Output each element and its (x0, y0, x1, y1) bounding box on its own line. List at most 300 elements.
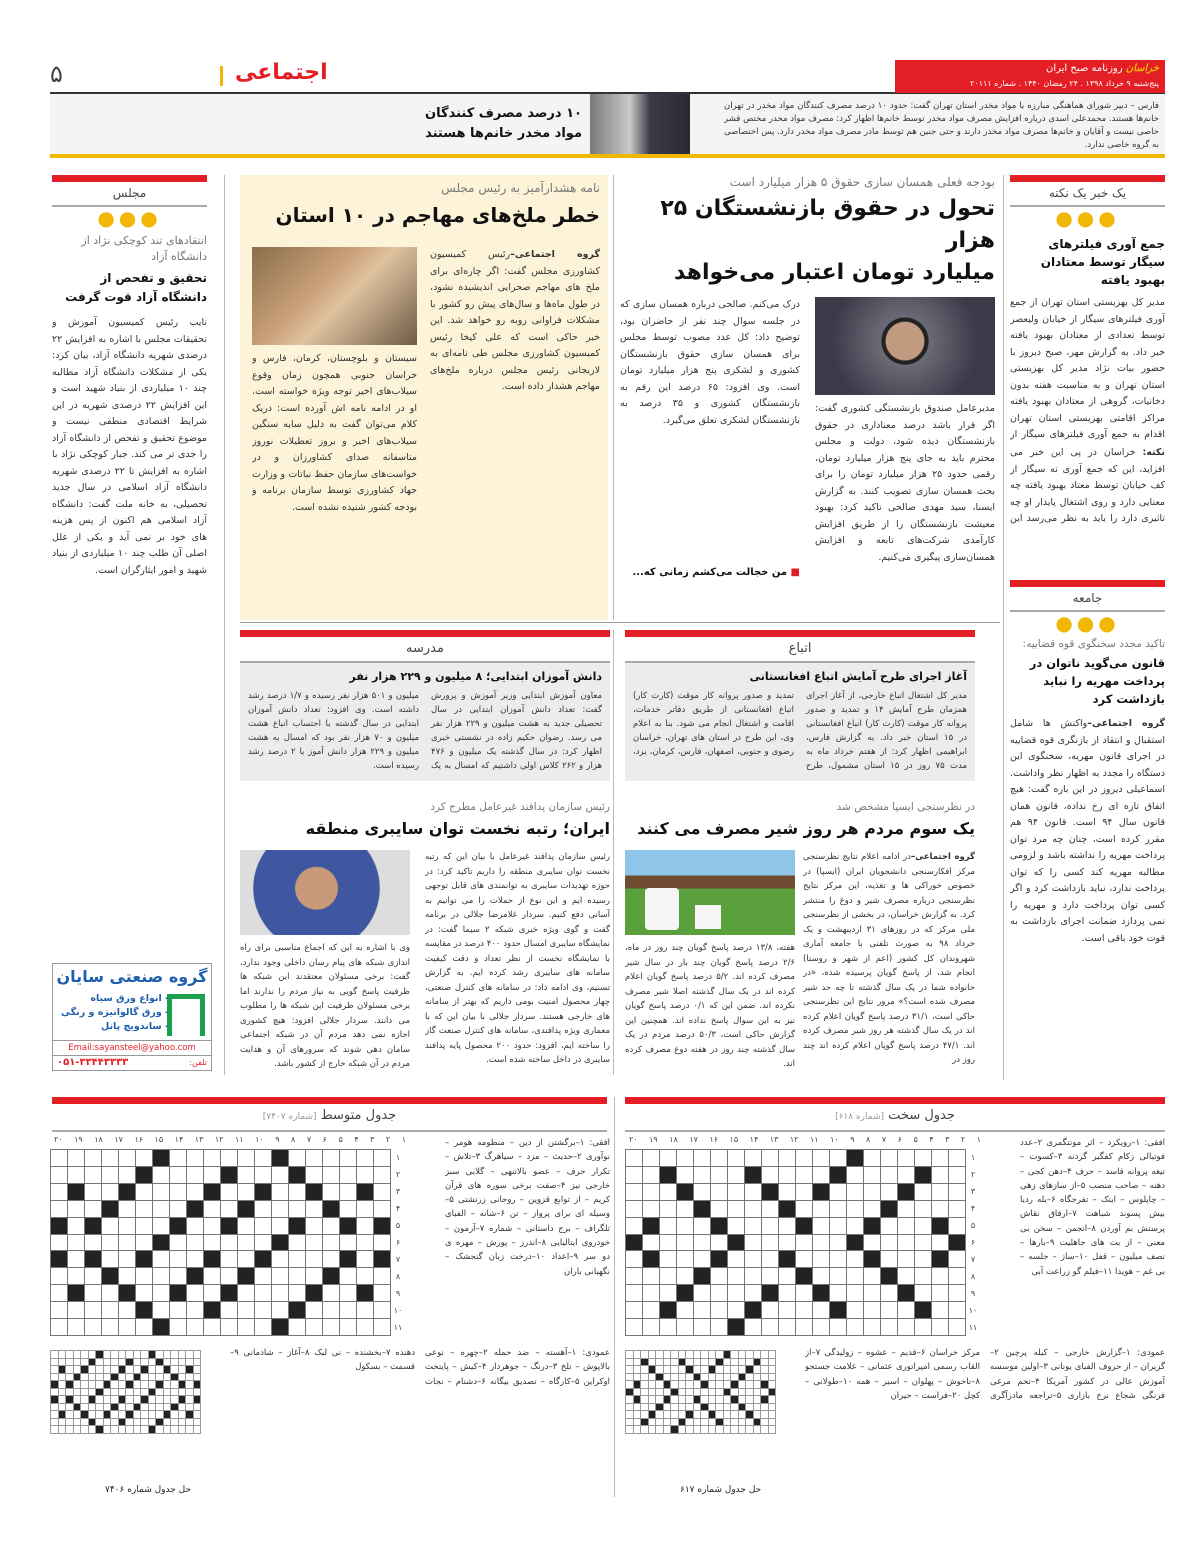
crossword-cell[interactable] (102, 1251, 119, 1268)
crossword-cell[interactable] (915, 1150, 932, 1167)
crossword-cell[interactable] (813, 1217, 830, 1234)
crossword-cell[interactable] (779, 1319, 796, 1336)
crossword-cell[interactable] (626, 1217, 643, 1234)
crossword-cell[interactable] (340, 1268, 357, 1285)
crossword-cell[interactable] (847, 1319, 864, 1336)
crossword-cell[interactable] (847, 1302, 864, 1319)
crossword-cell[interactable] (68, 1302, 85, 1319)
crossword-cell[interactable] (323, 1217, 340, 1234)
crossword-cell[interactable] (340, 1302, 357, 1319)
crossword-cell[interactable] (85, 1166, 102, 1183)
crossword-grid-hard[interactable] (625, 1134, 985, 1336)
crossword-cell[interactable] (357, 1251, 374, 1268)
crossword-cell[interactable] (847, 1166, 864, 1183)
crossword-cell[interactable] (289, 1150, 306, 1167)
crossword-cell[interactable] (643, 1319, 660, 1336)
crossword-cell[interactable] (796, 1183, 813, 1200)
crossword-cell[interactable] (119, 1150, 136, 1167)
crossword-cell[interactable] (323, 1302, 340, 1319)
crossword-cell[interactable] (881, 1285, 898, 1302)
crossword-cell[interactable] (949, 1150, 966, 1167)
crossword-cell[interactable] (102, 1217, 119, 1234)
crossword-cell[interactable] (374, 1166, 391, 1183)
crossword-cell[interactable] (204, 1150, 221, 1167)
crossword-cell[interactable] (289, 1234, 306, 1251)
crossword-cell[interactable] (626, 1183, 643, 1200)
crossword-cell[interactable] (255, 1217, 272, 1234)
crossword-cell[interactable] (711, 1183, 728, 1200)
crossword-cell[interactable] (932, 1268, 949, 1285)
crossword-cell[interactable] (340, 1166, 357, 1183)
crossword-cell[interactable] (119, 1268, 136, 1285)
crossword-cell[interactable] (187, 1166, 204, 1183)
crossword-cell[interactable] (881, 1183, 898, 1200)
crossword-cell[interactable] (762, 1268, 779, 1285)
crossword-cell[interactable] (864, 1166, 881, 1183)
crossword-cell[interactable] (864, 1285, 881, 1302)
crossword-cell[interactable] (51, 1200, 68, 1217)
crossword-cell[interactable] (306, 1268, 323, 1285)
crossword-cell[interactable] (813, 1268, 830, 1285)
crossword-cell[interactable] (932, 1183, 949, 1200)
crossword-cell[interactable] (694, 1166, 711, 1183)
crossword-cell[interactable] (187, 1183, 204, 1200)
crossword-cell[interactable] (306, 1319, 323, 1336)
crossword-cell[interactable] (289, 1285, 306, 1302)
crossword-cell[interactable] (153, 1268, 170, 1285)
crossword-cell[interactable] (660, 1150, 677, 1167)
crossword-cell[interactable] (796, 1251, 813, 1268)
crossword-cell[interactable] (830, 1319, 847, 1336)
crossword-cell[interactable] (898, 1319, 915, 1336)
crossword-cell[interactable] (119, 1251, 136, 1268)
crossword-cell[interactable] (221, 1319, 238, 1336)
crossword-cell[interactable] (728, 1302, 745, 1319)
crossword-cell[interactable] (626, 1319, 643, 1336)
crossword-cell[interactable] (204, 1285, 221, 1302)
crossword-cell[interactable] (153, 1166, 170, 1183)
crossword-cell[interactable] (881, 1234, 898, 1251)
crossword-cell[interactable] (170, 1251, 187, 1268)
crossword-cell[interactable] (68, 1234, 85, 1251)
crossword-cell[interactable] (915, 1200, 932, 1217)
crossword-cell[interactable] (187, 1285, 204, 1302)
crossword-cell[interactable] (745, 1183, 762, 1200)
crossword-cell[interactable] (728, 1268, 745, 1285)
crossword-cell[interactable] (881, 1166, 898, 1183)
crossword-cell[interactable] (881, 1251, 898, 1268)
crossword-cell[interactable] (915, 1319, 932, 1336)
crossword-cell[interactable] (677, 1251, 694, 1268)
crossword-cell[interactable] (643, 1234, 660, 1251)
crossword-cell[interactable] (932, 1319, 949, 1336)
crossword-cell[interactable] (626, 1268, 643, 1285)
crossword-cell[interactable] (68, 1268, 85, 1285)
crossword-cell[interactable] (68, 1200, 85, 1217)
crossword-cell[interactable] (68, 1166, 85, 1183)
crossword-cell[interactable] (255, 1150, 272, 1167)
crossword-cell[interactable] (255, 1268, 272, 1285)
crossword-cell[interactable] (238, 1319, 255, 1336)
crossword-cell[interactable] (238, 1150, 255, 1167)
crossword-cell[interactable] (694, 1251, 711, 1268)
crossword-cell[interactable] (660, 1319, 677, 1336)
crossword-cell[interactable] (204, 1234, 221, 1251)
crossword-cell[interactable] (898, 1166, 915, 1183)
crossword-cell[interactable] (119, 1166, 136, 1183)
crossword-cell[interactable] (643, 1302, 660, 1319)
crossword-cell[interactable] (85, 1302, 102, 1319)
crossword-cell[interactable] (374, 1319, 391, 1336)
crossword-cell[interactable] (796, 1166, 813, 1183)
crossword-cell[interactable] (847, 1217, 864, 1234)
crossword-cell[interactable] (779, 1285, 796, 1302)
crossword-cell[interactable] (153, 1302, 170, 1319)
crossword-cell[interactable] (221, 1234, 238, 1251)
crossword-cell[interactable] (898, 1302, 915, 1319)
crossword-cell[interactable] (136, 1217, 153, 1234)
crossword-cell[interactable] (915, 1285, 932, 1302)
crossword-cell[interactable] (85, 1183, 102, 1200)
crossword-cell[interactable] (170, 1319, 187, 1336)
crossword-cell[interactable] (830, 1150, 847, 1167)
crossword-cell[interactable] (932, 1302, 949, 1319)
crossword-cell[interactable] (204, 1268, 221, 1285)
crossword-cell[interactable] (221, 1251, 238, 1268)
crossword-cell[interactable] (779, 1183, 796, 1200)
crossword-cell[interactable] (170, 1183, 187, 1200)
crossword-cell[interactable] (153, 1217, 170, 1234)
crossword-cell[interactable] (932, 1150, 949, 1167)
crossword-cell[interactable] (660, 1285, 677, 1302)
crossword-cell[interactable] (660, 1200, 677, 1217)
crossword-cell[interactable] (85, 1285, 102, 1302)
crossword-cell[interactable] (830, 1234, 847, 1251)
crossword-cell[interactable] (187, 1234, 204, 1251)
crossword-cell[interactable] (204, 1166, 221, 1183)
crossword-cell[interactable] (68, 1217, 85, 1234)
crossword-cell[interactable] (728, 1217, 745, 1234)
crossword-cell[interactable] (289, 1183, 306, 1200)
crossword-cell[interactable] (745, 1150, 762, 1167)
crossword-cell[interactable] (357, 1217, 374, 1234)
crossword-cell[interactable] (915, 1251, 932, 1268)
crossword-cell[interactable] (762, 1150, 779, 1167)
crossword-cell[interactable] (306, 1251, 323, 1268)
crossword-cell[interactable] (864, 1234, 881, 1251)
ad-email[interactable]: Email:sayansteel@yahoo.com (53, 1040, 211, 1055)
crossword-cell[interactable] (68, 1150, 85, 1167)
crossword-cell[interactable] (306, 1217, 323, 1234)
crossword-cell[interactable] (745, 1285, 762, 1302)
crossword-cell[interactable] (949, 1268, 966, 1285)
crossword-cell[interactable] (745, 1200, 762, 1217)
crossword-cell[interactable] (204, 1217, 221, 1234)
crossword-cell[interactable] (813, 1319, 830, 1336)
crossword-cell[interactable] (357, 1319, 374, 1336)
crossword-cell[interactable] (272, 1302, 289, 1319)
ad-sayan[interactable] (52, 963, 212, 1071)
crossword-cell[interactable] (898, 1234, 915, 1251)
crossword-cell[interactable] (289, 1319, 306, 1336)
crossword-cell[interactable] (813, 1251, 830, 1268)
crossword-cell[interactable] (847, 1183, 864, 1200)
crossword-cell[interactable] (694, 1150, 711, 1167)
crossword-cell[interactable] (932, 1166, 949, 1183)
crossword-cell[interactable] (643, 1200, 660, 1217)
crossword-cell[interactable] (238, 1166, 255, 1183)
crossword-cell[interactable] (374, 1234, 391, 1251)
crossword-cell[interactable] (136, 1268, 153, 1285)
crossword-cell[interactable] (221, 1200, 238, 1217)
crossword-cell[interactable] (136, 1183, 153, 1200)
crossword-cell[interactable] (119, 1302, 136, 1319)
crossword-cell[interactable] (357, 1200, 374, 1217)
crossword-cell[interactable] (323, 1319, 340, 1336)
crossword-cell[interactable] (374, 1302, 391, 1319)
crossword-cell[interactable] (255, 1166, 272, 1183)
crossword-cell[interactable] (136, 1200, 153, 1217)
crossword-cell[interactable] (323, 1251, 340, 1268)
crossword-cell[interactable] (711, 1166, 728, 1183)
crossword-cell[interactable] (847, 1285, 864, 1302)
crossword-cell[interactable] (813, 1150, 830, 1167)
crossword-cell[interactable] (660, 1217, 677, 1234)
crossword-cell[interactable] (711, 1319, 728, 1336)
crossword-cell[interactable] (85, 1234, 102, 1251)
crossword-cell[interactable] (153, 1285, 170, 1302)
crossword-cell[interactable] (221, 1150, 238, 1167)
crossword-cell[interactable] (745, 1268, 762, 1285)
crossword-cell[interactable] (102, 1285, 119, 1302)
crossword-cell[interactable] (728, 1166, 745, 1183)
crossword-cell[interactable] (762, 1302, 779, 1319)
crossword-cell[interactable] (119, 1200, 136, 1217)
crossword-cell[interactable] (762, 1217, 779, 1234)
crossword-cell[interactable] (255, 1234, 272, 1251)
crossword-cell[interactable] (660, 1251, 677, 1268)
crossword-cell[interactable] (915, 1234, 932, 1251)
crossword-cell[interactable] (830, 1285, 847, 1302)
crossword-cell[interactable] (949, 1251, 966, 1268)
crossword-cell[interactable] (51, 1150, 68, 1167)
crossword-cell[interactable] (289, 1251, 306, 1268)
crossword-cell[interactable] (915, 1183, 932, 1200)
crossword-cell[interactable] (85, 1319, 102, 1336)
crossword-cell[interactable] (728, 1183, 745, 1200)
crossword-cell[interactable] (626, 1166, 643, 1183)
crossword-cell[interactable] (898, 1150, 915, 1167)
crossword-cell[interactable] (238, 1217, 255, 1234)
crossword-cell[interactable] (238, 1251, 255, 1268)
crossword-cell[interactable] (796, 1285, 813, 1302)
crossword-grid-medium[interactable] (50, 1134, 410, 1336)
crossword-cell[interactable] (323, 1166, 340, 1183)
crossword-cell[interactable] (187, 1319, 204, 1336)
crossword-cell[interactable] (813, 1302, 830, 1319)
crossword-cell[interactable] (136, 1285, 153, 1302)
crossword-cell[interactable] (796, 1200, 813, 1217)
crossword-cell[interactable] (357, 1302, 374, 1319)
crossword-cell[interactable] (102, 1183, 119, 1200)
crossword-cell[interactable] (796, 1150, 813, 1167)
crossword-cell[interactable] (102, 1150, 119, 1167)
crossword-cell[interactable] (864, 1319, 881, 1336)
crossword-cell[interactable] (949, 1302, 966, 1319)
crossword-cell[interactable] (677, 1166, 694, 1183)
crossword-cell[interactable] (238, 1285, 255, 1302)
crossword-cell[interactable] (272, 1217, 289, 1234)
crossword-cell[interactable] (289, 1200, 306, 1217)
crossword-cell[interactable] (102, 1166, 119, 1183)
crossword-cell[interactable] (864, 1150, 881, 1167)
crossword-cell[interactable] (340, 1183, 357, 1200)
crossword-cell[interactable] (204, 1200, 221, 1217)
crossword-cell[interactable] (694, 1183, 711, 1200)
crossword-cell[interactable] (660, 1183, 677, 1200)
crossword-cell[interactable] (323, 1150, 340, 1167)
crossword-cell[interactable] (881, 1150, 898, 1167)
crossword-cell[interactable] (51, 1234, 68, 1251)
crossword-cell[interactable] (745, 1234, 762, 1251)
crossword-cell[interactable] (779, 1268, 796, 1285)
crossword-cell[interactable] (357, 1234, 374, 1251)
crossword-cell[interactable] (170, 1268, 187, 1285)
crossword-cell[interactable] (728, 1251, 745, 1268)
crossword-cell[interactable] (864, 1302, 881, 1319)
crossword-cell[interactable] (272, 1166, 289, 1183)
crossword-cell[interactable] (340, 1200, 357, 1217)
crossword-cell[interactable] (626, 1302, 643, 1319)
crossword-cell[interactable] (374, 1285, 391, 1302)
crossword-cell[interactable] (711, 1285, 728, 1302)
crossword-cell[interactable] (170, 1150, 187, 1167)
crossword-cell[interactable] (255, 1319, 272, 1336)
crossword-cell[interactable] (932, 1285, 949, 1302)
crossword-cell[interactable] (51, 1183, 68, 1200)
crossword-cell[interactable] (187, 1217, 204, 1234)
crossword-cell[interactable] (728, 1150, 745, 1167)
crossword-cell[interactable] (119, 1217, 136, 1234)
crossword-cell[interactable] (881, 1319, 898, 1336)
crossword-cell[interactable] (357, 1150, 374, 1167)
crossword-cell[interactable] (881, 1302, 898, 1319)
crossword-cell[interactable] (711, 1200, 728, 1217)
crossword-cell[interactable] (272, 1200, 289, 1217)
crossword-cell[interactable] (136, 1234, 153, 1251)
crossword-cell[interactable] (85, 1268, 102, 1285)
crossword-cell[interactable] (340, 1285, 357, 1302)
crossword-cell[interactable] (677, 1302, 694, 1319)
crossword-cell[interactable] (626, 1251, 643, 1268)
crossword-cell[interactable] (238, 1234, 255, 1251)
crossword-cell[interactable] (677, 1200, 694, 1217)
crossword-cell[interactable] (796, 1234, 813, 1251)
crossword-cell[interactable] (898, 1251, 915, 1268)
crossword-cell[interactable] (51, 1319, 68, 1336)
crossword-cell[interactable] (694, 1319, 711, 1336)
crossword-cell[interactable] (626, 1285, 643, 1302)
crossword-cell[interactable] (187, 1251, 204, 1268)
crossword-cell[interactable] (102, 1319, 119, 1336)
crossword-cell[interactable] (51, 1166, 68, 1183)
crossword-cell[interactable] (153, 1200, 170, 1217)
crossword-cell[interactable] (357, 1268, 374, 1285)
crossword-cell[interactable] (170, 1166, 187, 1183)
crossword-cell[interactable] (694, 1285, 711, 1302)
crossword-cell[interactable] (677, 1268, 694, 1285)
crossword-cell[interactable] (830, 1251, 847, 1268)
crossword-cell[interactable] (745, 1319, 762, 1336)
crossword-cell[interactable] (255, 1200, 272, 1217)
crossword-cell[interactable] (694, 1234, 711, 1251)
crossword-cell[interactable] (694, 1217, 711, 1234)
crossword-cell[interactable] (238, 1302, 255, 1319)
crossword-cell[interactable] (102, 1302, 119, 1319)
crossword-cell[interactable] (153, 1251, 170, 1268)
crossword-cell[interactable] (643, 1268, 660, 1285)
crossword-cell[interactable] (643, 1150, 660, 1167)
crossword-cell[interactable] (779, 1150, 796, 1167)
crossword-cell[interactable] (643, 1285, 660, 1302)
crossword-cell[interactable] (728, 1285, 745, 1302)
crossword-cell[interactable] (796, 1302, 813, 1319)
crossword-cell[interactable] (306, 1150, 323, 1167)
crossword-cell[interactable] (374, 1268, 391, 1285)
crossword-cell[interactable] (340, 1319, 357, 1336)
crossword-cell[interactable] (711, 1150, 728, 1167)
crossword-cell[interactable] (306, 1302, 323, 1319)
crossword-cell[interactable] (204, 1319, 221, 1336)
crossword-cell[interactable] (357, 1166, 374, 1183)
crossword-cell[interactable] (323, 1234, 340, 1251)
crossword-cell[interactable] (85, 1200, 102, 1217)
crossword-cell[interactable] (187, 1302, 204, 1319)
crossword-cell[interactable] (660, 1268, 677, 1285)
crossword-cell[interactable] (136, 1319, 153, 1336)
crossword-cell[interactable] (221, 1183, 238, 1200)
crossword-cell[interactable] (762, 1200, 779, 1217)
crossword-cell[interactable] (677, 1150, 694, 1167)
crossword-cell[interactable] (119, 1234, 136, 1251)
crossword-cell[interactable] (779, 1234, 796, 1251)
crossword-cell[interactable] (340, 1150, 357, 1167)
crossword-cell[interactable] (272, 1251, 289, 1268)
crossword-cell[interactable] (85, 1150, 102, 1167)
crossword-cell[interactable] (51, 1268, 68, 1285)
crossword-cell[interactable] (643, 1183, 660, 1200)
crossword-cell[interactable] (949, 1319, 966, 1336)
crossword-cell[interactable] (949, 1183, 966, 1200)
crossword-cell[interactable] (915, 1217, 932, 1234)
crossword-cell[interactable] (847, 1268, 864, 1285)
crossword-cell[interactable] (898, 1217, 915, 1234)
crossword-cell[interactable] (289, 1268, 306, 1285)
crossword-cell[interactable] (864, 1200, 881, 1217)
crossword-cell[interactable] (272, 1183, 289, 1200)
crossword-cell[interactable] (728, 1200, 745, 1217)
crossword-cell[interactable] (677, 1217, 694, 1234)
crossword-cell[interactable] (170, 1302, 187, 1319)
crossword-cell[interactable] (153, 1183, 170, 1200)
crossword-cell[interactable] (864, 1183, 881, 1200)
crossword-cell[interactable] (68, 1251, 85, 1268)
crossword-cell[interactable] (272, 1285, 289, 1302)
crossword-cell[interactable] (51, 1285, 68, 1302)
crossword-cell[interactable] (68, 1319, 85, 1336)
crossword-cell[interactable] (847, 1200, 864, 1217)
crossword-cell[interactable] (170, 1234, 187, 1251)
